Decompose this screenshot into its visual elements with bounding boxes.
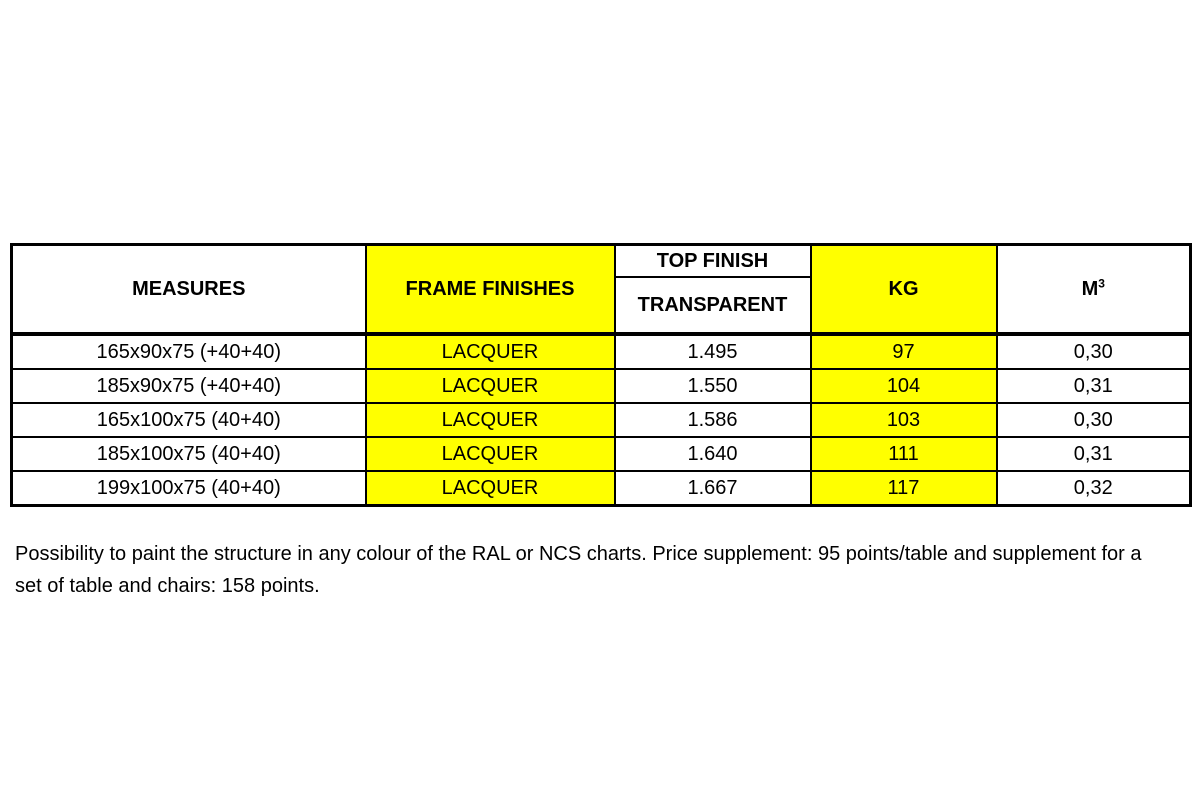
cell-transparent: 1.495 — [615, 334, 811, 369]
header-top-finish: TOP FINISH — [615, 245, 811, 278]
cell-m3: 0,30 — [997, 403, 1191, 437]
cell-frame-finish: LACQUER — [366, 437, 615, 471]
table-row — [12, 369, 1191, 403]
header-m3 — [997, 245, 1191, 335]
cell-transparent: 1.550 — [615, 369, 811, 403]
cell-frame-finish: LACQUER — [366, 334, 615, 369]
cell-kg: 103 — [811, 403, 997, 437]
cell-measures: 185x90x75 (+40+40) — [12, 369, 366, 403]
header-kg: KG — [811, 245, 997, 335]
header-measures: MEASURES — [12, 245, 366, 335]
table-row — [12, 471, 1191, 506]
cell-transparent: 1.586 — [615, 403, 811, 437]
cell-measures: 185x100x75 (40+40) — [12, 437, 366, 471]
table-row — [12, 437, 1191, 471]
cell-transparent: 1.640 — [615, 437, 811, 471]
cell-m3: 0,31 — [997, 437, 1191, 471]
cell-kg: 104 — [811, 369, 997, 403]
header-m3-base: M — [1081, 277, 1099, 300]
cell-kg: 111 — [811, 437, 997, 471]
cell-frame-finish: LACQUER — [366, 403, 615, 437]
header-transparent: TRANSPARENT — [615, 277, 811, 334]
cell-m3: 0,31 — [997, 369, 1191, 403]
cell-kg: 97 — [811, 334, 997, 369]
table-row — [12, 334, 1191, 369]
header-m3-superscript: 3 — [1098, 275, 1105, 290]
cell-transparent: 1.667 — [615, 471, 811, 506]
cell-measures: 199x100x75 (40+40) — [12, 471, 366, 506]
cell-m3: 0,32 — [997, 471, 1191, 506]
table-row — [12, 403, 1191, 437]
table-body — [12, 334, 1191, 506]
cell-frame-finish: LACQUER — [366, 369, 615, 403]
price-table — [10, 243, 1192, 507]
cell-measures: 165x100x75 (40+40) — [12, 403, 366, 437]
cell-kg: 117 — [811, 471, 997, 506]
header-frame-finishes: FRAME FINISHES — [366, 245, 615, 335]
table-header — [12, 245, 1191, 335]
cell-measures: 165x90x75 (+40+40) — [12, 334, 366, 369]
footnote-paint-supplement: Possibility to paint the structure in any colour of the RAL or NCS charts. Price supplement: 95 points/table and supplement for a set of table and chairs: 158 points. — [15, 543, 1142, 597]
cell-frame-finish: LACQUER — [366, 471, 615, 506]
cell-m3: 0,30 — [997, 334, 1191, 369]
